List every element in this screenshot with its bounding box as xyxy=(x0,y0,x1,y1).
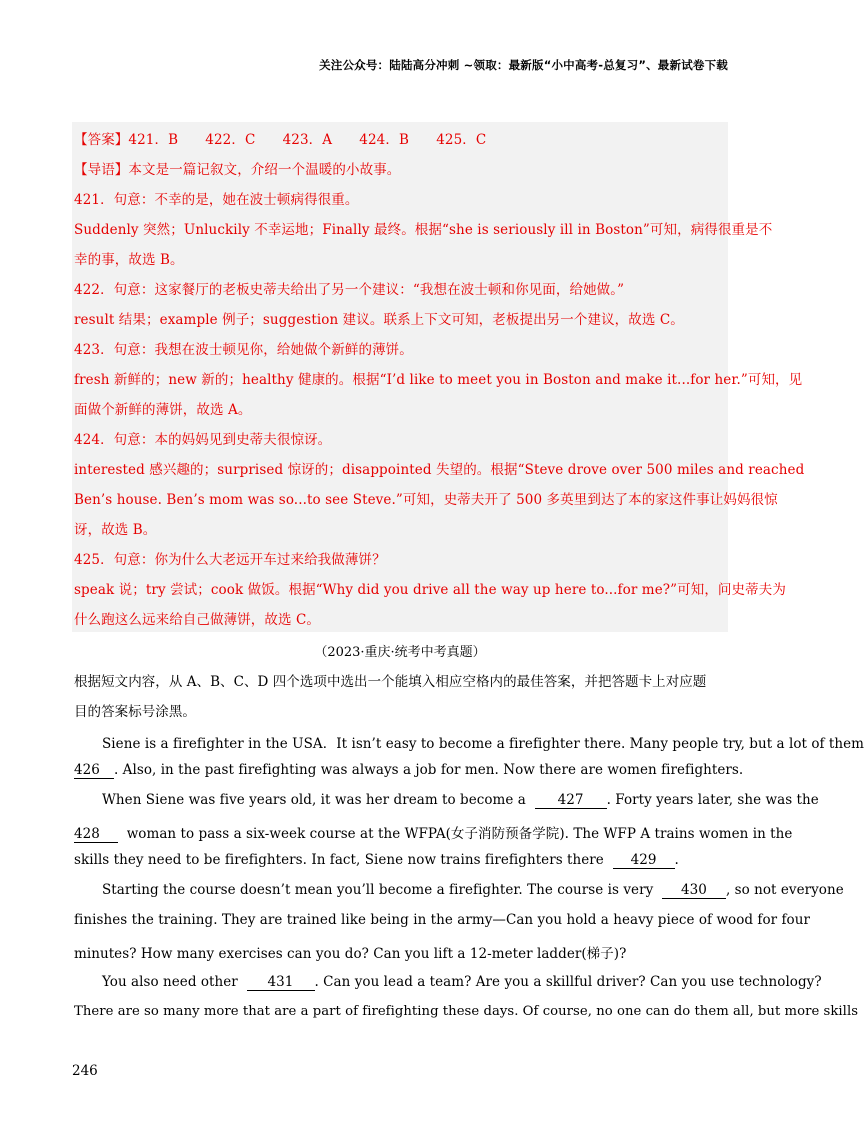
answer-line: Suddenly 突然；Unluckily 不幸运地；Finally 最终。根据“she is seriously ill in Boston”可知，病得很重是不 xyxy=(74,222,773,238)
passage-line: Siene is a firefighter in the USA．It isn’t easy to become a firefighter there. Many people try, but a lot of them xyxy=(102,736,864,752)
page-header: 关注公众号：陆陆高分冲刺 ~领取：最新版“小中高考-总复习”、最新试卷下载 xyxy=(319,58,728,72)
answer-line: 425．句意：你为什么大老远开车过来给我做薄饼？ xyxy=(74,552,386,568)
passage-text: , so not everyone xyxy=(725,882,844,898)
answer-line: 423．句意：我想在波士顿见你，给她做个新鲜的薄饼。 xyxy=(74,342,413,358)
blank-431[interactable]: 431 xyxy=(247,975,315,991)
page-number: 246 xyxy=(72,1063,98,1079)
blank-428[interactable]: 428 xyxy=(74,827,118,843)
answer-key: 【答案】421．B 422．C 423．A 424．B 425．C xyxy=(74,132,487,148)
answer-line: fresh 新鲜的；new 新的；healthy 健康的。根据“I’d like to meet you in Boston and make it...for her.”可知，见 xyxy=(74,372,803,388)
blank-426[interactable]: 426 xyxy=(74,763,114,779)
answer-line: 421．句意：不幸的是，她在波士顿病得很重。 xyxy=(74,192,359,208)
passage-text: You also need other xyxy=(102,974,238,990)
answer-line: result 结果；example 例子；suggestion 建议。联系上下文可知，老板提出另一个建议，故选 C。 xyxy=(74,312,684,328)
passage-line xyxy=(74,762,744,779)
passage-line: minutes? How many exercises can you do? Can you lift a 12-meter ladder(梯子)? xyxy=(74,946,627,962)
passage-text: skills they need to be firefighters. In fact, Siene now trains firefighters there xyxy=(74,852,604,868)
passage-text: . Forty years later, she was the xyxy=(606,792,819,808)
answer-line: 422．句意：这家餐厅的老板史蒂夫给出了另一个建议：“我想在波士顿和你见面，给她做。” xyxy=(74,282,625,298)
passage-line xyxy=(74,822,793,843)
passage-line xyxy=(102,792,819,809)
passage-line xyxy=(102,882,844,899)
answer-line: 什么跑这么远来给自己做薄饼，故选 C。 xyxy=(74,612,321,628)
instructions-line: 目的答案标号涂黑。 xyxy=(74,704,196,720)
passage-line: finishes the training. They are trained like being in the army—Can you hold a heavy piece of wood for four xyxy=(74,912,810,928)
answer-line: 424．句意：本的妈妈见到史蒂夫很惊讶。 xyxy=(74,432,332,448)
answer-line: interested 感兴趣的；surprised 惊讶的；disappointed 失望的。根据“Steve drove over 500 miles and reached xyxy=(74,462,805,478)
answer-line: 面做个新鲜的薄饼，故选 A。 xyxy=(74,402,252,418)
blank-429[interactable]: 429 xyxy=(613,853,675,869)
passage-line xyxy=(102,974,822,991)
answer-line: 幸的事，故选 B。 xyxy=(74,252,184,268)
passage-text: . Also, in the past firefighting was always a job for men. Now there are women firefighters. xyxy=(114,762,744,778)
answer-line: 讶，故选 B。 xyxy=(74,522,157,538)
blank-430[interactable]: 430 xyxy=(662,883,726,899)
instructions-line: 根据短文内容，从 A、B、C、D 四个选项中选出一个能填入相应空格内的最佳答案，并把答题卡上对应题 xyxy=(74,674,707,690)
answer-line: speak 说；try 尝试；cook 做饭。根据“Why did you drive all the way up here to...for me?”可知，问史蒂夫为 xyxy=(74,582,786,598)
passage-line: There are so many more that are a part of firefighting these days. Of course, no one can do them all, but more skills xyxy=(74,1004,859,1019)
answer-intro: 【导语】本文是一篇记叙文，介绍一个温暖的小故事。 xyxy=(74,162,401,178)
passage-text: Starting the course doesn’t mean you’ll become a firefighter. The course is very xyxy=(102,882,654,898)
passage-text: . Can you lead a team? Are you a skillful driver? Can you use technology? xyxy=(314,974,822,990)
blank-427[interactable]: 427 xyxy=(535,793,607,809)
passage-text: . xyxy=(674,852,679,868)
answer-line: Ben’s house. Ben’s mom was so...to see Steve.”可知，史蒂夫开了 500 多英里到达了本的家这件事让妈妈很惊 xyxy=(74,492,778,508)
passage-text: When Siene was five years old, it was her dream to become a xyxy=(102,792,526,808)
question-source: （2023·重庆·统考中考真题） xyxy=(314,645,486,660)
passage-text: woman to pass a six-week course at the WFPA(女子消防预备学院). The WFP A trains women in the xyxy=(126,826,793,842)
passage-line xyxy=(74,852,728,869)
